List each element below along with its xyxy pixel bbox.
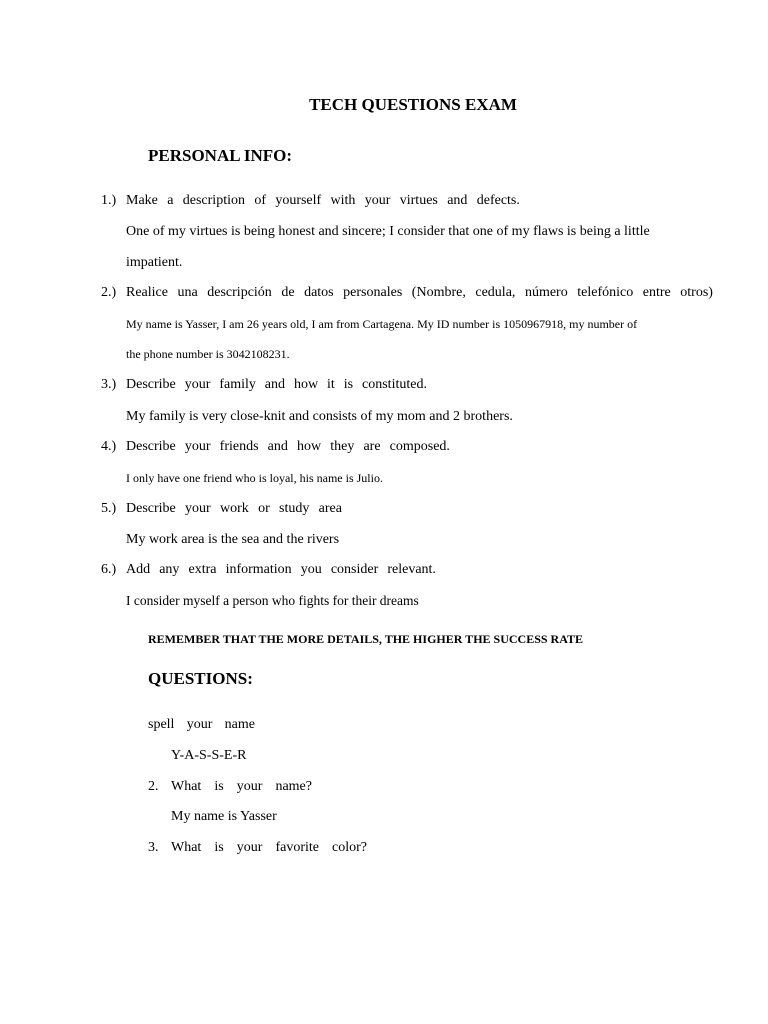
item-5-number: 5.): [101, 501, 117, 516]
question-word: and: [267, 439, 288, 454]
question-word: What: [171, 840, 202, 855]
item-4-answer: I only have one friend who is loyal, his name is Julio.: [126, 471, 383, 485]
question-word: is: [214, 779, 224, 794]
item-2-number: 2.): [101, 285, 117, 300]
question-word: composed.: [389, 439, 450, 454]
question-word: your: [186, 717, 213, 732]
question-word: friends: [219, 439, 259, 454]
question-word: defects.: [476, 193, 520, 208]
question-word: work: [220, 501, 249, 516]
item-6-number: 6.): [101, 562, 117, 577]
question-word: it: [327, 377, 335, 392]
question-word: What: [171, 779, 202, 794]
document-title: TECH QUESTIONS EXAM: [309, 95, 517, 114]
question-word: and: [264, 377, 286, 392]
question-word: is: [214, 840, 224, 855]
question-word: consider: [330, 562, 379, 577]
personal-info-heading: PERSONAL INFO:: [148, 146, 293, 165]
question-word: is: [343, 377, 354, 392]
question-word: cedula,: [475, 285, 516, 300]
item-1-answer-line-1: One of my virtues is being honest and sincere; I consider that one of my flaws is being a little: [126, 224, 650, 239]
question-word: they: [330, 439, 355, 454]
item-4-number: 4.): [101, 439, 117, 454]
question-word: a: [167, 193, 174, 208]
item-2-question: [126, 285, 713, 301]
question-word: entre: [642, 285, 671, 300]
question-word: favorite: [275, 840, 319, 855]
question-word: una: [177, 285, 198, 300]
item-1-answer-line-2: impatient.: [126, 255, 183, 270]
question-word: your: [185, 501, 211, 516]
item-5-answer: My work area is the sea and the rivers: [126, 532, 340, 547]
question-word: name?: [275, 779, 312, 794]
question-word: yourself: [275, 193, 322, 208]
question-word: (Nombre,: [411, 285, 466, 300]
question-2-answer: My name is Yasser: [171, 809, 277, 824]
question-word: Realice: [126, 285, 168, 300]
item-4-question: [126, 439, 450, 455]
question-word: your: [236, 840, 263, 855]
question-2-number: 2.: [148, 779, 159, 794]
question-word: Add: [126, 562, 151, 577]
item-1-question: [126, 193, 520, 209]
question-word: número: [524, 285, 568, 300]
question-word: your: [364, 193, 391, 208]
question-word: and: [447, 193, 468, 208]
notice-text: REMEMBER THAT THE MORE DETAILS, THE HIGHER THE SUCCESS RATE: [148, 632, 583, 646]
question-2-text: [171, 779, 312, 795]
question-word: your: [236, 779, 263, 794]
item-3-answer: My family is very close-knit and consists of my mom and 2 brothers.: [126, 409, 513, 424]
question-word: description: [182, 193, 245, 208]
question-word: name: [224, 717, 255, 732]
question-word: how: [296, 439, 322, 454]
question-word: Make: [126, 193, 158, 208]
item-3-number: 3.): [101, 377, 117, 392]
question-word: how: [293, 377, 319, 392]
question-word: virtues: [399, 193, 438, 208]
item-6-answer: I consider myself a person who fights for their dreams: [126, 593, 419, 608]
question-word: extra: [188, 562, 217, 577]
question-word: Describe: [126, 501, 176, 516]
item-1-number: 1.): [101, 193, 117, 208]
question-word: of: [254, 193, 266, 208]
item-2-answer-line-1: My name is Yasser, I am 26 years old, I am from Cartagena. My ID number is 1050967918, my number of: [126, 317, 638, 331]
question-word: otros): [680, 285, 713, 300]
question-word: your: [184, 377, 211, 392]
question-1-text: [148, 717, 255, 733]
question-word: with: [330, 193, 356, 208]
item-6-question: [126, 562, 436, 578]
question-word: spell: [148, 717, 175, 732]
question-word: descripción: [207, 285, 272, 300]
question-word: Describe: [126, 439, 176, 454]
question-word: de: [281, 285, 295, 300]
question-word: datos: [304, 285, 334, 300]
question-word: area: [318, 501, 342, 516]
question-word: your: [184, 439, 211, 454]
question-word: you: [300, 562, 322, 577]
question-word: Describe: [126, 377, 176, 392]
item-5-question: [126, 501, 342, 517]
question-word: constituted.: [362, 377, 427, 392]
question-word: information: [225, 562, 292, 577]
questions-heading: QUESTIONS:: [148, 669, 253, 688]
question-1-answer: Y-A-S-S-E-R: [171, 748, 247, 763]
question-word: are: [363, 439, 381, 454]
question-word: family: [219, 377, 256, 392]
question-3-text: [171, 840, 367, 856]
question-word: any: [159, 562, 180, 577]
question-word: or: [258, 501, 270, 516]
question-3-number: 3.: [148, 840, 159, 855]
question-word: study: [279, 501, 310, 516]
question-word: color?: [332, 840, 367, 855]
question-word: telefónico: [577, 285, 634, 300]
question-word: relevant.: [387, 562, 436, 577]
question-word: personales: [343, 285, 403, 300]
item-2-answer-line-2: the phone number is 3042108231.: [126, 347, 290, 361]
item-3-question: [126, 377, 427, 393]
